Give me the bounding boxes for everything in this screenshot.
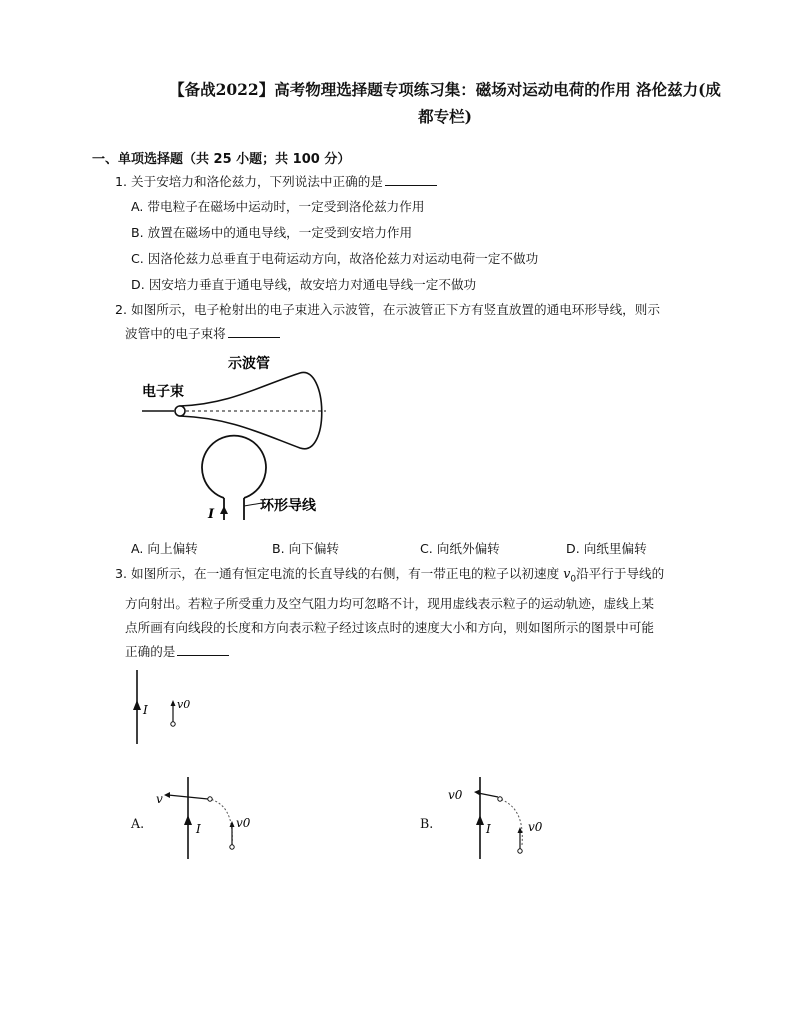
answer-blank <box>228 325 280 338</box>
current-arrow <box>220 506 228 514</box>
particle-bottom <box>518 849 522 853</box>
current-loop <box>202 436 266 498</box>
velocity-label: v0 <box>177 698 191 711</box>
question-3-line-2: 方向射出。若粒子所受重力及空气阻力均可忽略不计，现用虚线表示粒子的运动轨迹，虚线上某 <box>125 595 654 611</box>
top-velocity-arrowhead <box>164 792 170 798</box>
current-label: I <box>208 507 215 522</box>
question-1-text: 1. 关于安培力和洛伦兹力，下列说法中正确的是 <box>115 174 383 189</box>
tube-label: 示波管 <box>228 356 270 372</box>
current-label: I <box>143 703 148 717</box>
current-arrow <box>184 815 192 825</box>
top-velocity-arrowhead <box>474 790 480 796</box>
particle-top <box>208 797 212 801</box>
top-velocity-vector <box>478 793 498 797</box>
electron-gun <box>175 406 185 416</box>
question-3-option-b-figure <box>440 775 560 865</box>
question-1-option-d: D. 因安培力垂直于通电导线，故安培力对通电导线一定不做功 <box>131 277 477 292</box>
bottom-velocity-label: v0 <box>528 820 543 834</box>
velocity-arrowhead <box>171 700 176 706</box>
question-3-line-1-a: 3. 如图所示，在一通有恒定电流的长直导线的右侧，有一带正电的粒子以初速度 <box>115 566 564 581</box>
bottom-velocity-arrowhead <box>230 821 235 827</box>
beam-label: 电子束 <box>142 384 184 400</box>
title-line-2: 都专栏) <box>418 107 472 126</box>
question-2-stem <box>115 298 660 346</box>
question-3-line-4-text: 正确的是 <box>125 643 176 659</box>
question-3-figure <box>125 668 205 748</box>
question-1-option-b: B. 放置在磁场中的通电导线，一定受到安培力作用 <box>131 225 413 240</box>
question-2-line-2-text: 波管中的电子束将 <box>125 326 226 341</box>
question-3-option-a-figure <box>150 775 270 865</box>
question-3-line-1-b: 沿平行于导线的 <box>576 566 665 581</box>
top-velocity-label: v0 <box>448 788 463 802</box>
v0-symbol: v <box>563 566 571 581</box>
section-heading: 一、单项选择题（共 25 小题；共 100 分） <box>92 152 351 167</box>
particle-top <box>498 797 502 801</box>
question-3-line-4 <box>115 640 664 664</box>
particle <box>171 722 175 726</box>
current-arrow <box>476 815 484 825</box>
question-1-stem <box>115 170 437 194</box>
document-title <box>150 76 740 130</box>
current-label: I <box>196 822 201 836</box>
question-2-figure <box>140 348 340 528</box>
question-1-option-a: A. 带电粒子在磁场中运动时，一定受到洛伦兹力作用 <box>131 199 425 214</box>
question-2-option-d: D. 向纸里偏转 <box>566 541 647 556</box>
answer-blank <box>385 173 437 186</box>
current-arrow <box>133 700 141 710</box>
question-1-option-c: C. 因洛伦兹力总垂直于电荷运动方向，故洛伦兹力对运动电荷一定不做功 <box>131 251 539 266</box>
question-3-line-1 <box>115 562 664 592</box>
question-3-line-3: 点所画有向线段的长度和方向表示粒子经过该点时的速度大小和方向，则如图所示的图景中可能 <box>125 619 654 635</box>
question-2-option-b: B. 向下偏转 <box>272 541 340 556</box>
particle-bottom <box>230 845 234 849</box>
question-3-stem <box>115 562 664 664</box>
question-2-option-c: C. 向纸外偏转 <box>420 541 500 556</box>
question-2-option-a: A. 向上偏转 <box>131 541 198 556</box>
particle-trajectory <box>210 799 232 845</box>
question-3-option-a-label: A. <box>131 816 145 831</box>
v0-subscript: 0 <box>570 574 577 585</box>
bottom-velocity-label: v0 <box>236 816 251 830</box>
top-velocity-label: v <box>156 792 163 806</box>
question-2-line-1: 2. 如图所示，电子枪射出的电子束进入示波管，在示波管正下方有竖直放置的通电环形导线，则示 <box>115 302 660 317</box>
question-2-line-2 <box>115 322 660 346</box>
current-label: I <box>486 822 491 836</box>
answer-blank <box>177 643 229 656</box>
loop-label: 环形导线 <box>260 498 316 514</box>
title-line-1: 【备战2022】高考物理选择题专项练习集：磁场对运动电荷的作用 洛伦兹力(成 <box>169 80 721 99</box>
particle-trajectory <box>500 799 522 845</box>
question-3-option-b-label: B. <box>420 816 434 831</box>
